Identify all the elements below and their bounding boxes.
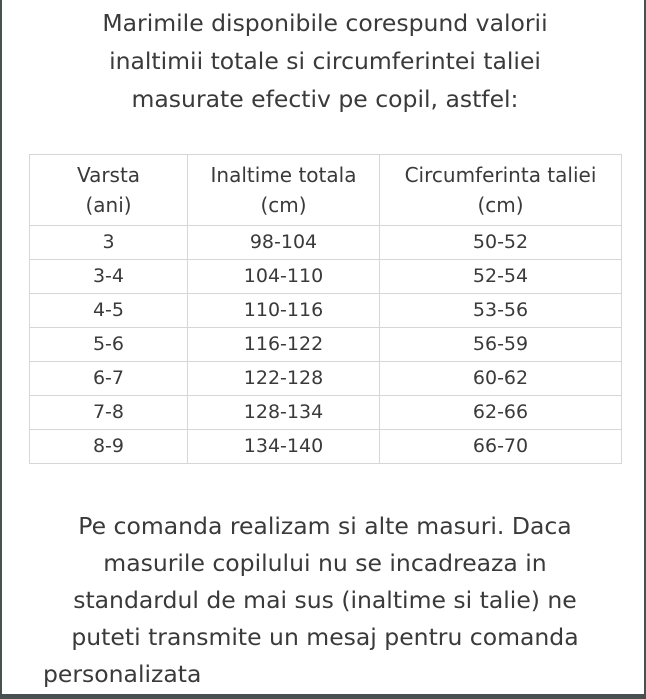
table-row: [30, 430, 622, 464]
table-row: [30, 328, 622, 362]
header-waist-label: Circumferinta taliei: [404, 163, 597, 187]
cell-waist: 50-52: [380, 226, 622, 260]
header-height-label: Inaltime totala: [210, 163, 357, 187]
cell-age: 8-9: [30, 430, 188, 464]
cell-waist: 66-70: [380, 430, 622, 464]
cell-waist: 56-59: [380, 328, 622, 362]
table-row: [30, 362, 622, 396]
intro-line: Marimile disponibile corespund valorii: [102, 9, 548, 37]
table-row: [30, 294, 622, 328]
header-age-unit: (ani): [85, 193, 132, 217]
size-table: [29, 154, 622, 464]
header-waist: [380, 155, 622, 226]
cell-height: 104-110: [188, 260, 380, 294]
custom-order-note: [2, 508, 646, 693]
cell-waist: 62-66: [380, 396, 622, 430]
cell-height: 98-104: [188, 226, 380, 260]
cell-age: 7-8: [30, 396, 188, 430]
cell-age: 3-4: [30, 260, 188, 294]
note-line: standardul de mai sus (inaltime si talie) ne: [73, 586, 577, 614]
cell-height: 110-116: [188, 294, 380, 328]
table-row: [30, 260, 622, 294]
intro-line: masurate efectiv pe copil, astfel:: [131, 85, 519, 113]
bottom-frame-bar: [2, 694, 646, 699]
note-line: personalizata: [43, 660, 202, 688]
note-line: Pe comanda realizam si alte masuri. Daca: [78, 512, 572, 540]
header-waist-unit: (cm): [477, 193, 524, 217]
header-age: [30, 155, 188, 226]
intro-line: inaltimii totale si circumferintei taliei: [109, 47, 541, 75]
cell-height: 128-134: [188, 396, 380, 430]
note-line: puteti transmite un mesaj pentru comanda: [71, 623, 579, 651]
cell-age: 6-7: [30, 362, 188, 396]
header-height: [188, 155, 380, 226]
cell-waist: 53-56: [380, 294, 622, 328]
header-age-label: Varsta: [76, 163, 141, 187]
cell-age: 5-6: [30, 328, 188, 362]
cell-height: 122-128: [188, 362, 380, 396]
cell-age: 3: [30, 226, 188, 260]
intro-text: [2, 4, 646, 118]
cell-waist: 52-54: [380, 260, 622, 294]
cell-height: 116-122: [188, 328, 380, 362]
table-header-row: [30, 155, 622, 226]
header-height-unit: (cm): [260, 193, 307, 217]
cell-age: 4-5: [30, 294, 188, 328]
cell-waist: 60-62: [380, 362, 622, 396]
table-row: [30, 226, 622, 260]
cell-height: 134-140: [188, 430, 380, 464]
table-row: [30, 396, 622, 430]
note-line: masurile copilului nu se incadreaza in: [103, 549, 547, 577]
